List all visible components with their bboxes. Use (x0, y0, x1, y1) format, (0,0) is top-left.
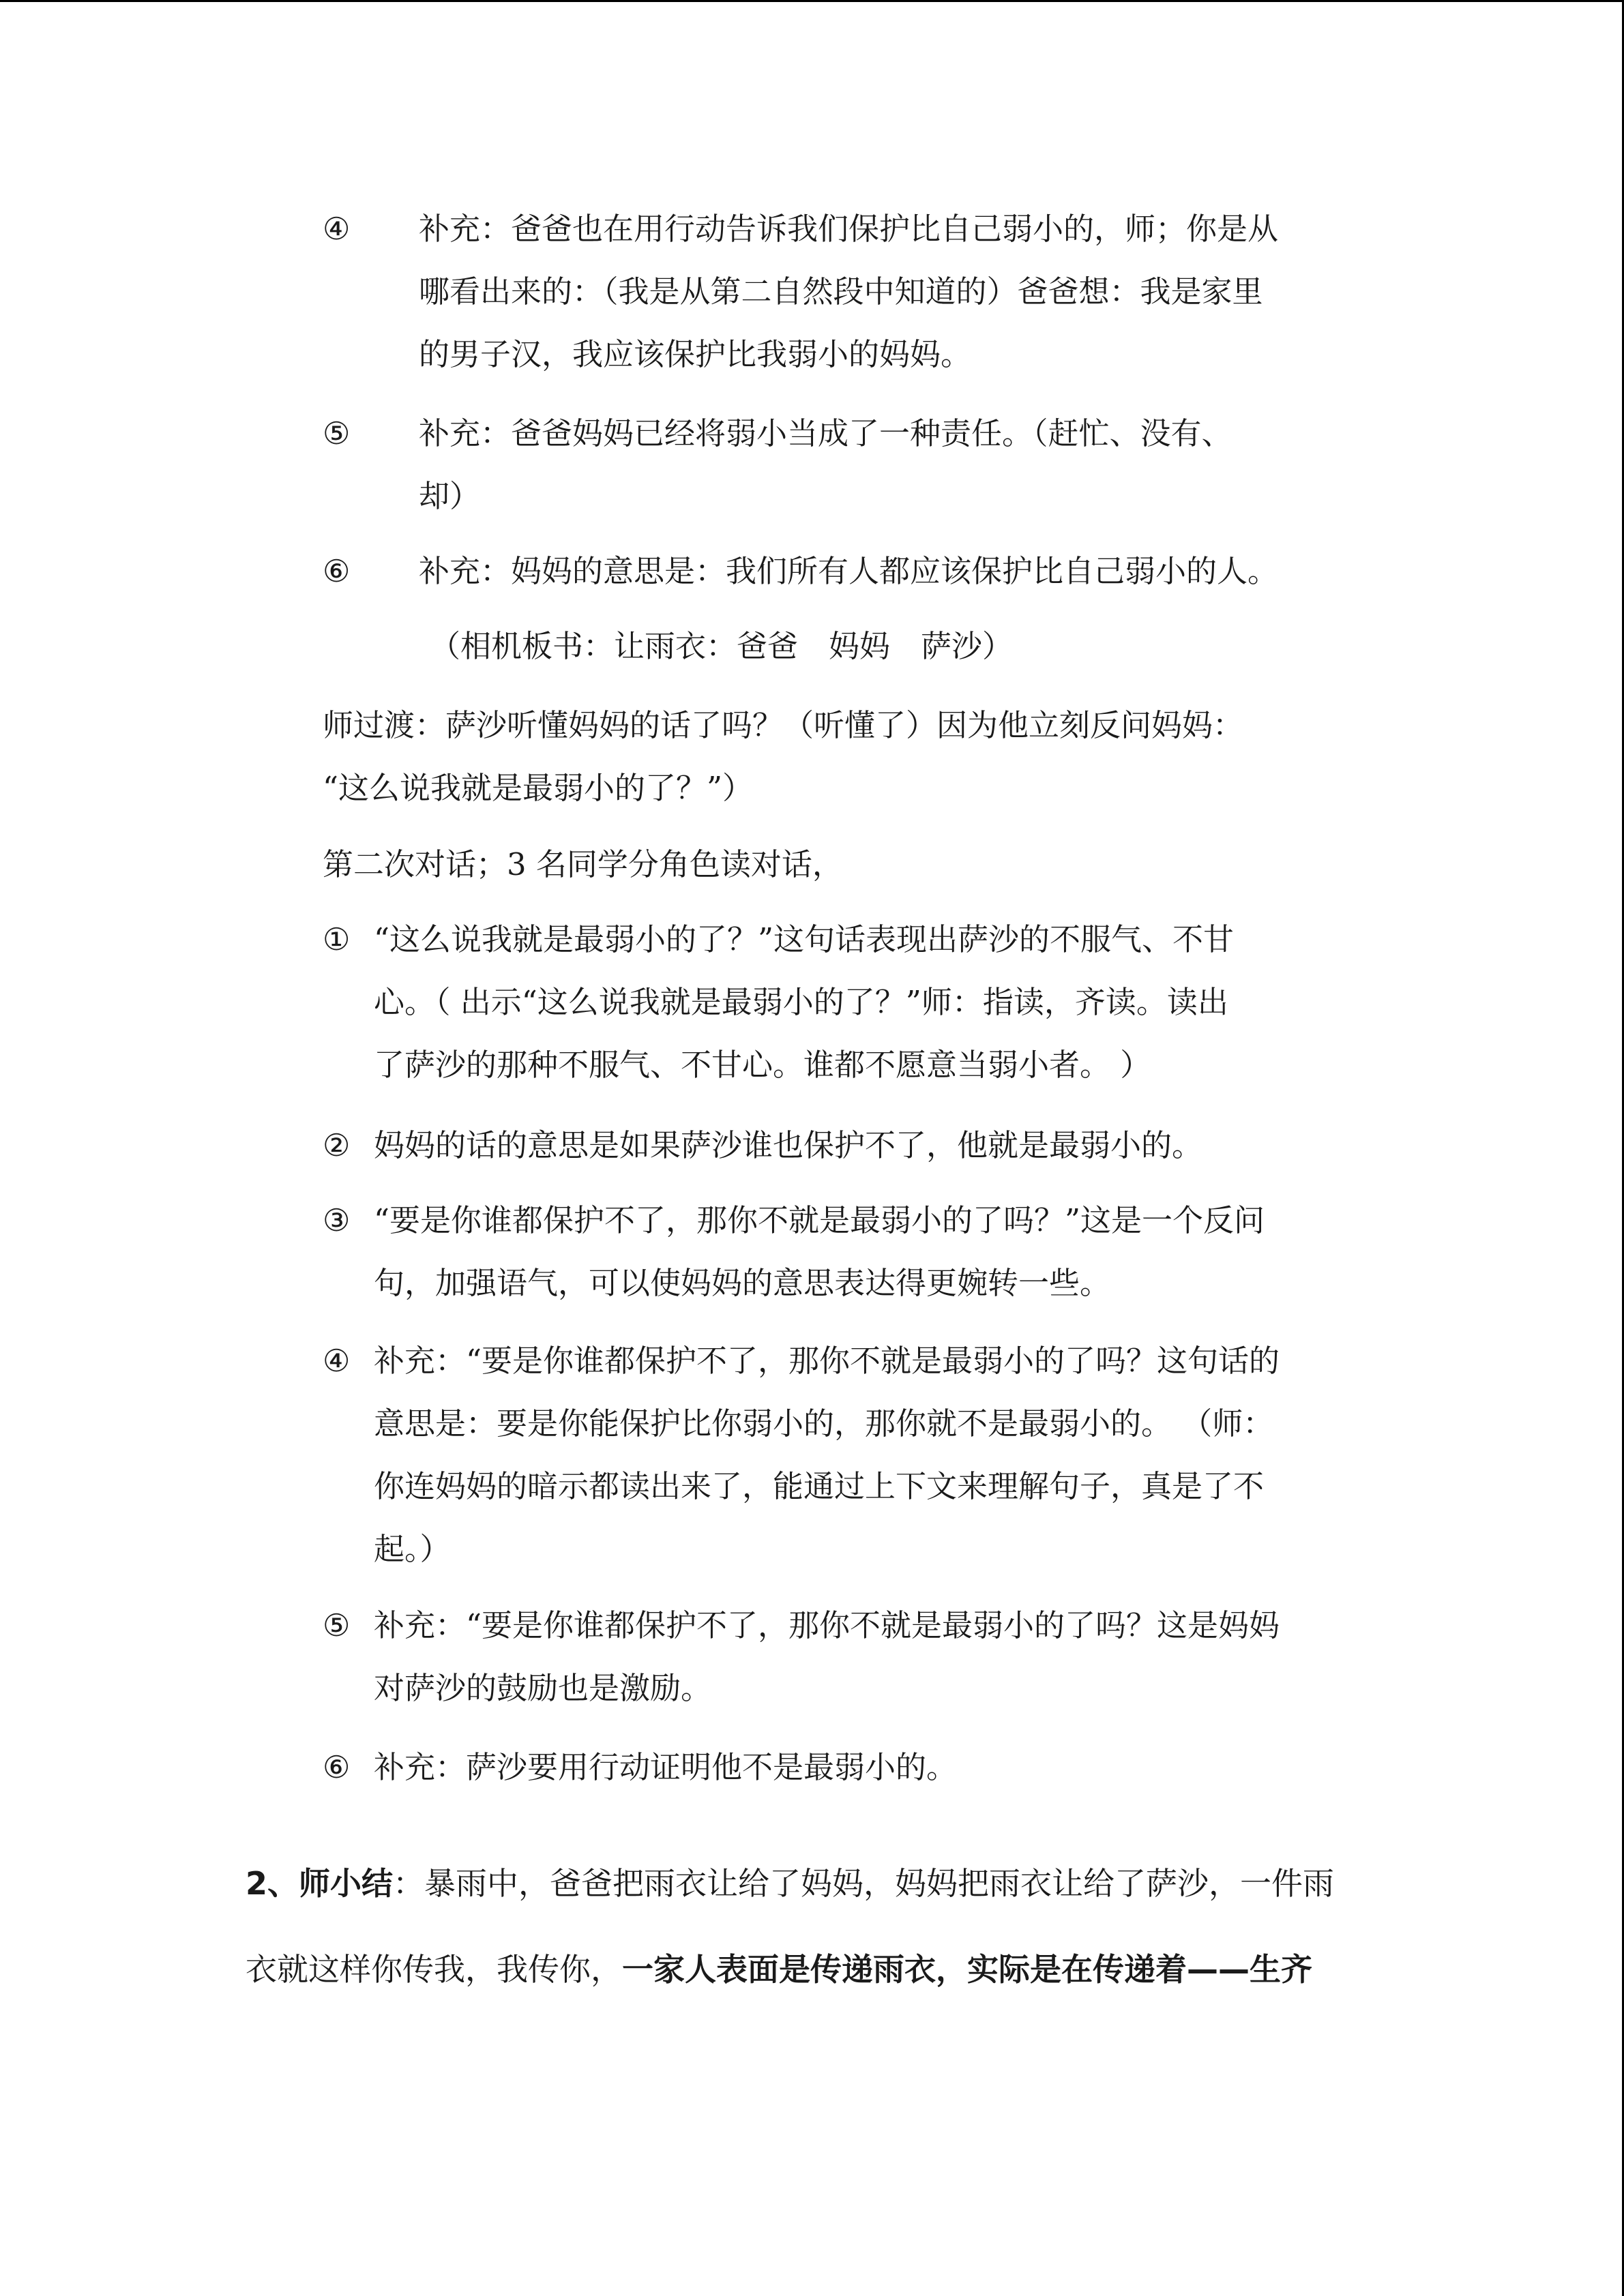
item-line: 补充：爸爸妈妈已经将弱小当成了一种责任。（赶忙、没有、 (419, 415, 1232, 451)
item-number: ⑥ (323, 553, 351, 589)
item-line: 补充：“要是你谁都保护不了，那你不就是最弱小的了吗？这句话的 (374, 1343, 1280, 1379)
item-line: 补充：妈妈的意思是：我们所有人都应该保护比自己弱小的人。 (419, 553, 1279, 589)
item-line: “要是你谁都保护不了，那你不就是最弱小的了吗？”这是一个反问 (374, 1202, 1265, 1238)
item-line: “这么说我就是最弱小的了？”这句话表现出萨沙的不服气、不甘 (374, 921, 1235, 957)
item-line: 哪看出来的：（我是从第二自然段中知道的）爸爸想：我是家里 (419, 273, 1263, 310)
item-number: ③ (323, 1202, 351, 1238)
item-number: ② (323, 1127, 351, 1163)
item-line: 却） (419, 478, 481, 514)
item-line: 心。（ 出示“这么说我就是最弱小的了？”师：指读，齐读。读出 (374, 984, 1228, 1020)
item-line: 补充：爸爸也在用行动告诉我们保护比自己弱小的，师；你是从 (419, 211, 1279, 247)
item-line: 了萨沙的那种不服气、不甘心。谁都不愿意当弱小者。 ） (374, 1047, 1151, 1083)
item-number: ④ (323, 211, 351, 247)
item-line: 的男子汉，我应该保护比我弱小的妈妈。 (419, 336, 972, 372)
item-line: 对萨沙的鼓励也是激励。 (374, 1670, 712, 1706)
item-line: 意思是：要是你能保护比你弱小的，那你就不是最弱小的。 （师： (374, 1405, 1274, 1442)
summary-text: ：暴雨中，爸爸把雨衣让给了妈妈，妈妈把雨衣让给了萨沙，一件雨 (393, 1865, 1335, 1902)
item-line: 补充：“要是你谁都保护不了，那你不就是最弱小的了吗？这是妈妈 (374, 1607, 1280, 1643)
transition-line: “这么说我就是最弱小的了？”） (323, 770, 754, 806)
item-number: ① (323, 921, 351, 957)
item-line: 妈妈的话的意思是如果萨沙谁也保护不了，他就是最弱小的。 (374, 1127, 1203, 1163)
board-note: （相机板书：让雨衣：爸爸 妈妈 萨沙） (430, 628, 1014, 664)
summary-label: 2、师小结 (246, 1865, 394, 1902)
summary-text: 衣就这样你传我，我传你， (246, 1951, 622, 1988)
transition-line: 师过渡：萨沙听懂妈妈的话了吗？（听懂了）因为他立刻反问妈妈： (323, 707, 1244, 743)
dialogue-heading: 第二次对话；3 名同学分角色读对话， (323, 846, 843, 882)
summary-line-2 (246, 1949, 1312, 1990)
summary-line-1 (246, 1863, 1334, 1904)
item-number: ⑤ (323, 415, 351, 451)
item-number: ⑤ (323, 1607, 351, 1643)
item-number: ④ (323, 1343, 351, 1379)
item-number: ⑥ (323, 1749, 351, 1785)
item-line: 句，加强语气，可以使妈妈的意思表达得更婉转一些。 (374, 1265, 1111, 1301)
summary-emphasis: 一家人表面是传递雨衣，实际是在传递着——生齐 (622, 1951, 1312, 1988)
item-line: 起。） (374, 1531, 451, 1567)
item-line: 你连妈妈的暗示都读出来了，能通过上下文来理解句子，真是了不 (374, 1468, 1265, 1504)
item-line: 补充：萨沙要用行动证明他不是最弱小的。 (374, 1749, 958, 1785)
